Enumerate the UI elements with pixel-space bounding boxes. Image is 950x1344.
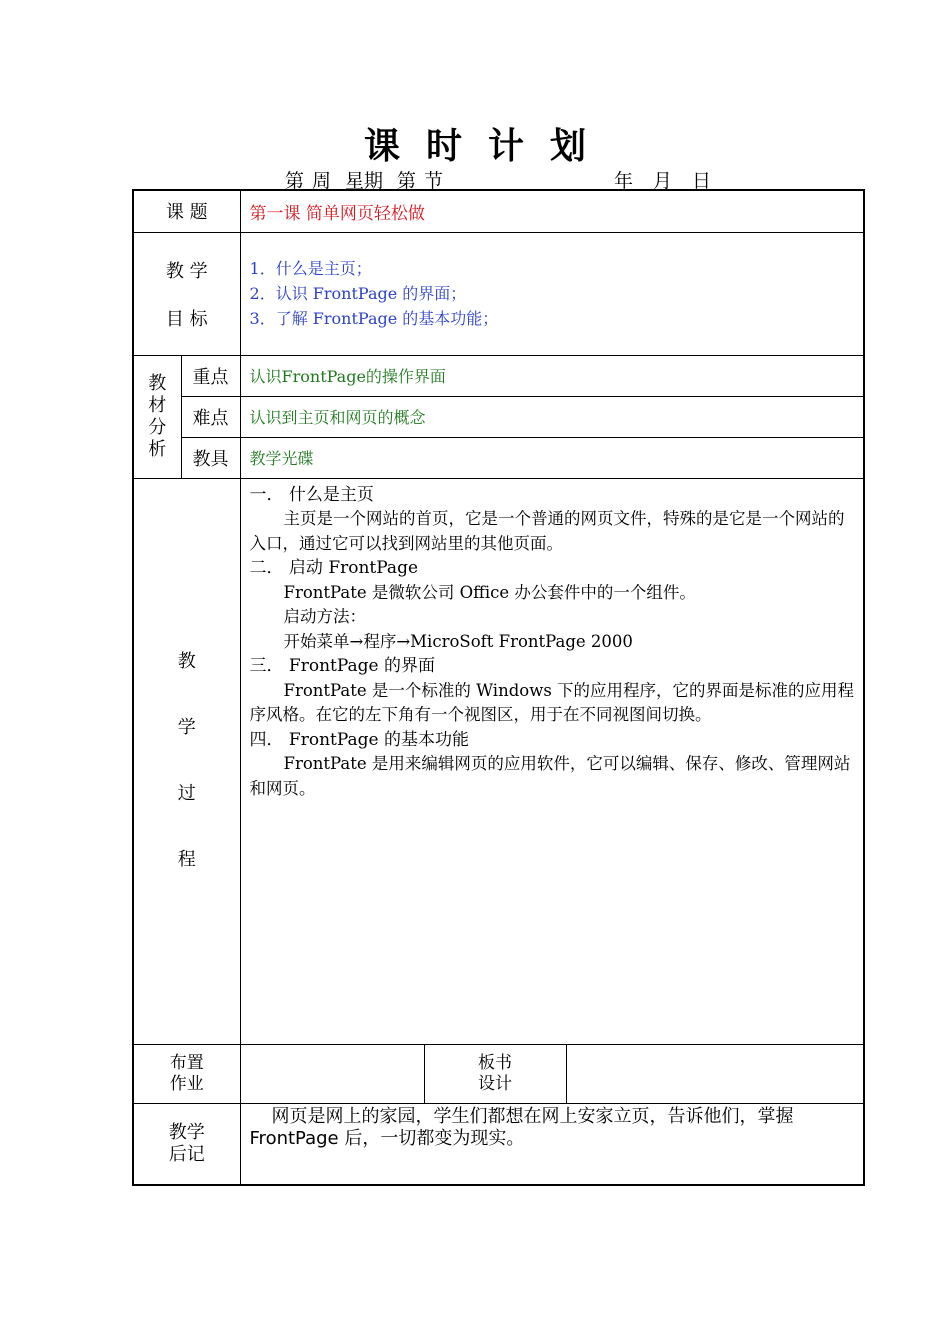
objective-item: 2．认识 FrontPage 的界面； bbox=[249, 284, 467, 303]
title-char: 时 bbox=[425, 125, 462, 167]
topic-label: 课 题 bbox=[133, 190, 240, 232]
analysis-row-tools bbox=[133, 437, 864, 478]
title-char: 计 bbox=[488, 125, 525, 167]
date-line: 年 月 日 bbox=[614, 170, 712, 192]
process-paragraph: FrontPate 是用来编辑网页的应用软件，它可以编辑、保存、修改、管理网站和网页。 bbox=[249, 754, 851, 798]
objectives-label: 教 学 目 标 bbox=[133, 232, 240, 355]
board-value bbox=[566, 1044, 864, 1103]
process-paragraph: 启动方法： bbox=[283, 607, 367, 626]
process-heading: 四． FrontPage 的基本功能 bbox=[249, 729, 470, 750]
process-heading: 二． 启动 FrontPage bbox=[249, 558, 419, 578]
week-day-line: 第 周 星期 第 节 bbox=[285, 170, 444, 192]
analysis-key-label: 重点 bbox=[181, 355, 240, 396]
title-char: 课 bbox=[363, 125, 400, 167]
process-heading: 三． FrontPage 的界面 bbox=[249, 656, 436, 676]
process-paragraph: FrontPate 是微软公司 Office 办公套件中的一个组件。 bbox=[283, 582, 696, 602]
analysis-key-value: 认识FrontPage的操作界面 bbox=[240, 355, 864, 396]
objective-item: 1．什么是主页； bbox=[249, 259, 372, 278]
process-paragraph: 主页是一个网站的首页，它是一个普通的网页文件，特殊的是它是一个网站的入口，通过它可以找到网站里的其他页面。 bbox=[249, 509, 845, 553]
analysis-difficulty-value: 认识到主页和网页的概念 bbox=[240, 396, 864, 437]
objective-item: 3．了解 FrontPage 的基本功能； bbox=[249, 309, 499, 328]
homework-value bbox=[240, 1044, 424, 1103]
reflection-content bbox=[240, 1103, 864, 1185]
board-label: 板书 设计 bbox=[424, 1044, 566, 1103]
analysis-label: 教 材 分 析 bbox=[133, 355, 181, 478]
process-row bbox=[133, 478, 864, 1044]
analysis-tools-value: 教学光碟 bbox=[240, 437, 864, 478]
reflection-label: 教学 后记 bbox=[133, 1103, 240, 1185]
process-paragraph: FrontPate 是一个标准的 Windows 下的应用程序，它的界面是标准的应用程序风格。在它的左下角有一个视图区，用于在不同视图间切换。 bbox=[249, 680, 855, 724]
objectives-list bbox=[240, 232, 864, 355]
objectives-row bbox=[133, 232, 864, 355]
homework-board-row bbox=[133, 1044, 864, 1103]
process-heading: 一． 什么是主页 bbox=[249, 484, 374, 505]
analysis-tools-label: 教具 bbox=[181, 437, 240, 478]
process-content bbox=[240, 478, 864, 1044]
title-char: 划 bbox=[550, 125, 587, 167]
homework-label: 布置 作业 bbox=[133, 1044, 240, 1103]
reflection-text: 网页是网上的家园，学生们都想在网上安家立页，告诉他们，掌握 FrontPage 后，一切都变为现实。 bbox=[249, 1105, 794, 1149]
page-title bbox=[0, 118, 950, 169]
process-label: 教 学 过 程 bbox=[133, 478, 240, 1044]
topic-row bbox=[133, 190, 864, 232]
lesson-plan-table bbox=[132, 189, 865, 1186]
analysis-row-key bbox=[133, 355, 864, 396]
topic-value: 第一课 简单网页轻松做 bbox=[240, 190, 864, 232]
analysis-row-difficulty bbox=[133, 396, 864, 437]
process-paragraph: 开始菜单→程序→MicroSoft FrontPage 2000 bbox=[283, 631, 633, 651]
reflection-row bbox=[133, 1103, 864, 1185]
analysis-difficulty-label: 难点 bbox=[181, 396, 240, 437]
